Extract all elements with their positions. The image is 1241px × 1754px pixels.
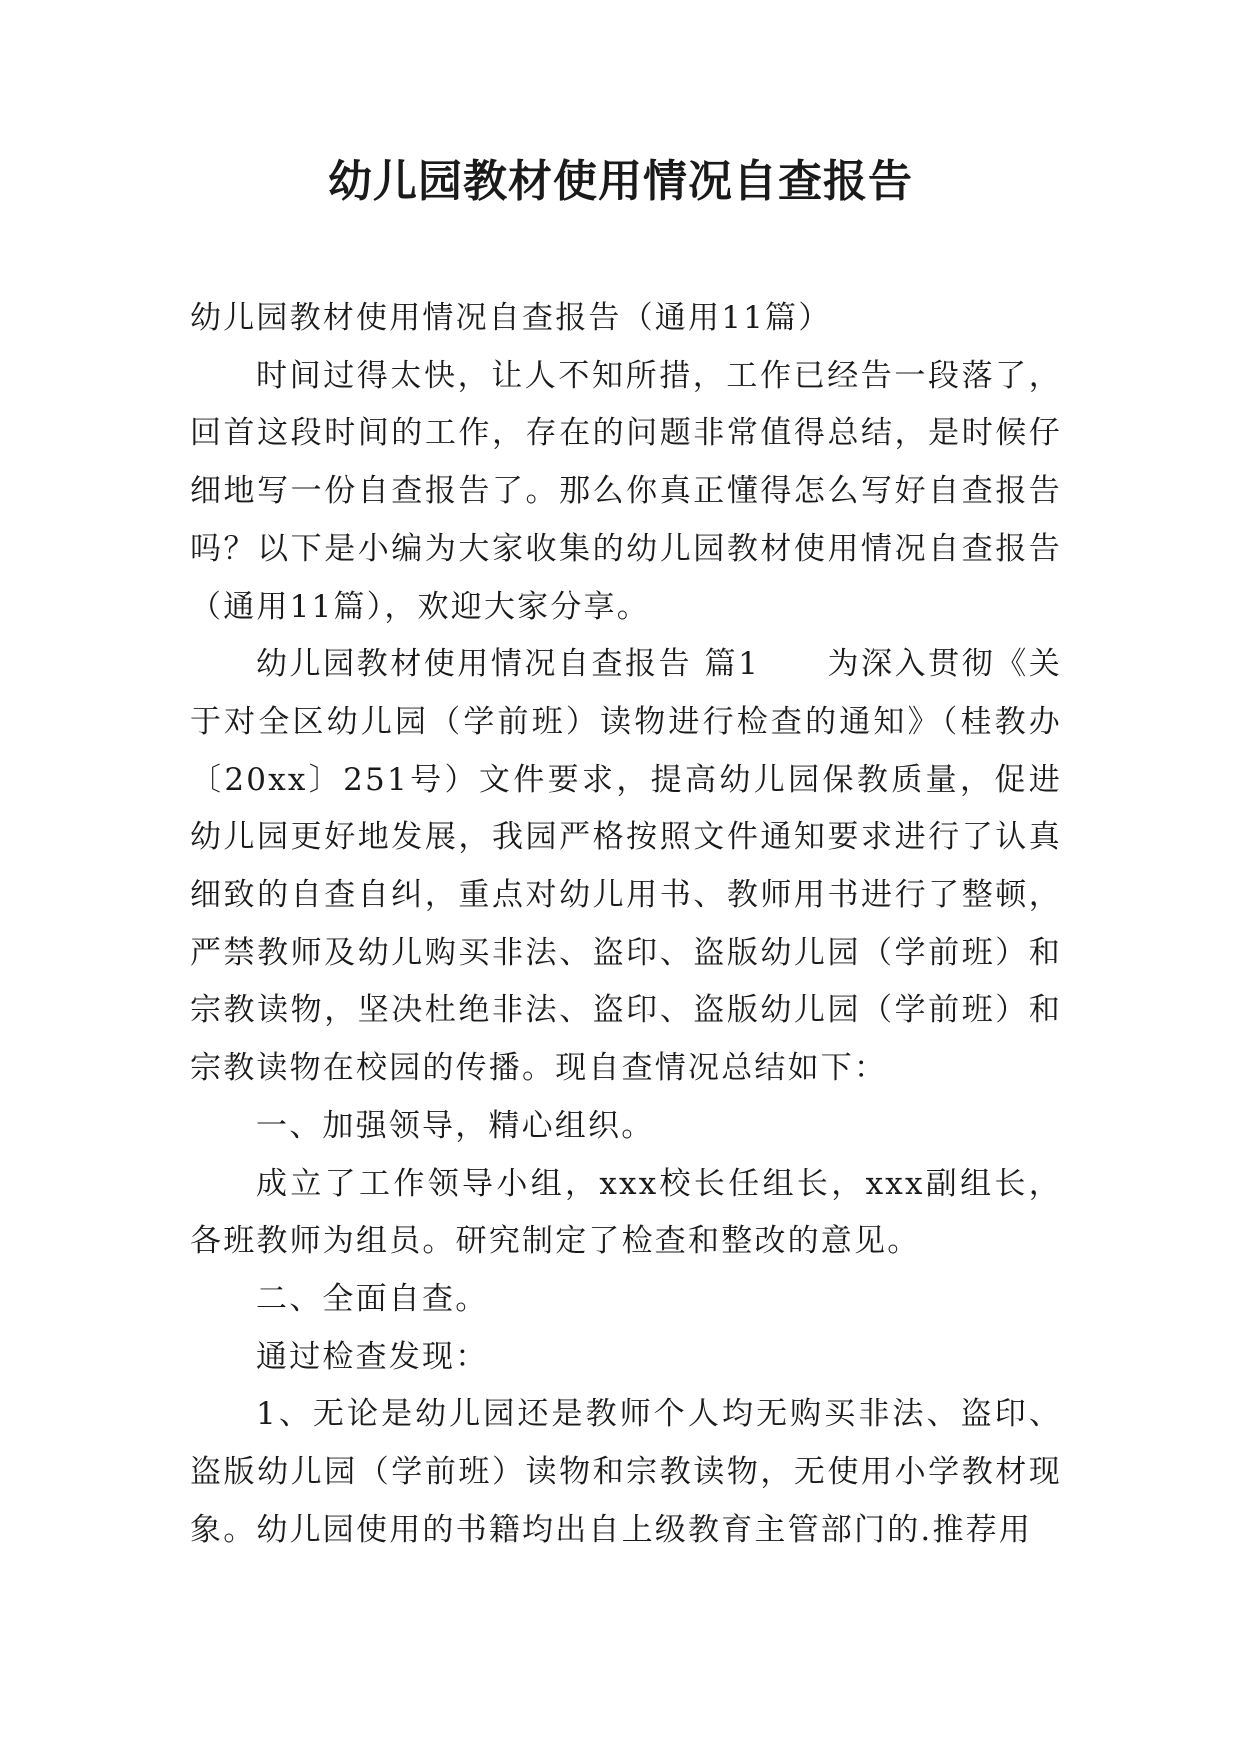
leadership-paragraph: 成立了工作领导小组，xxx校长任组长，xxx副组长，各班教师为组员。研究制定了检查和整改的意见。 — [190, 1165, 1062, 1260]
section-heading-2: 二、全面自查。 — [256, 1280, 489, 1317]
subtitle-paragraph: 幼儿园教材使用情况自查报告（通用11篇） — [190, 300, 832, 336]
article-1-paragraph: 幼儿园教材使用情况自查报告 篇1 为深入贯彻《关于对全区幼儿园（学前班）读物进行检查的通知》（桂教办〔20xx〕251号）文件要求，提高幼儿园保教质量，促进幼儿园更好地发展，我园严格按照文件通知要求进行了认真细致的自查自纠，重点对幼儿用书、教师用书进行了整顿，严禁教师及幼儿购买非法、盗印、盗版幼儿园（学前班）和宗教读物，坚决杜绝非法、盗印、盗版幼儿园（学前班）和宗教读物在校园的传播。现自查情况总结如下： — [190, 646, 1062, 1087]
document-title: 幼儿园教材使用情况自查报告 — [328, 156, 913, 207]
finding-1-paragraph: 1、无论是幼儿园还是教师个人均无购买非法、盗印、盗版幼儿园（学前班）读物和宗教读物，无使用小学教材现象。幼儿园使用的书籍均出自上级教育主管部门的.推荐用 — [190, 1396, 1062, 1548]
findings-intro: 通过检查发现： — [256, 1338, 489, 1375]
intro-paragraph: 时间过得太快，让人不知所措，工作已经告一段落了，回首这段时间的工作，存在的问题非常值得总结，是时候仔细地写一份自查报告了。那么你真正懂得怎么写好自查报告吗？以下是小编为大家收集的幼儿园教材使用情况自查报告（通用11篇），欢迎大家分享。 — [190, 357, 1062, 625]
document-body — [190, 290, 1062, 1559]
section-heading-1: 一、加强领导，精心组织。 — [256, 1107, 655, 1144]
